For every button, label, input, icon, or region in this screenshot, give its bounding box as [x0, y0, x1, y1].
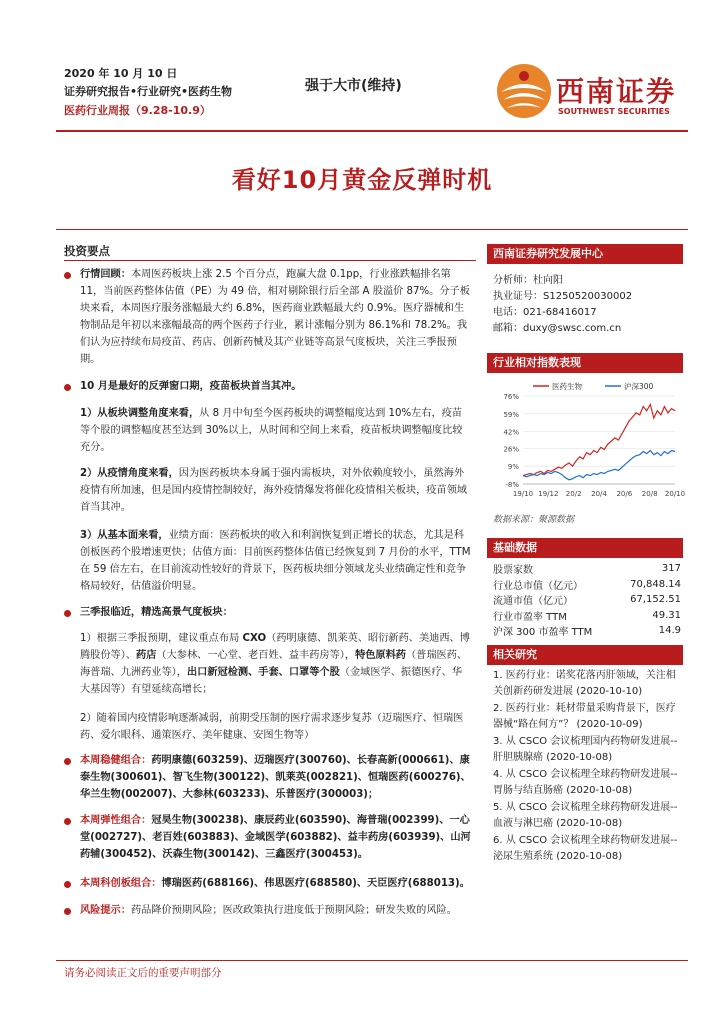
x-tick-label: 20/6: [616, 490, 633, 498]
basic-data-value: 14.9: [658, 625, 681, 637]
x-tick-label: 20/10: [664, 490, 686, 498]
report-date: 2020 年 10 月 10 日: [64, 67, 178, 80]
analyst-info: 分析师：杜向阳 执业证号：S1250520030002 电话：021-68416017 邮箱：duxy@swsc.com.cn: [493, 275, 633, 334]
weekly-label: 医药行业周报（9.28-10.9）: [64, 104, 211, 117]
logo-text-cn: 西南证券: [556, 75, 677, 108]
point-adjustment: 1）从板块调整角度来看，从 8 月中旬至今医药板块的调整幅度达到 10%左右，疫苗等个股的调整幅度甚至达到 30%以上，从时间和空间上来看，疫苗板块调整幅度比较充分。: [80, 408, 463, 453]
basic-data-value: 67,152.51: [630, 594, 681, 606]
legend-label: 医药生物: [552, 382, 582, 391]
bullet-icon: [64, 908, 71, 915]
basic-data-value: 70,848.14: [630, 578, 681, 590]
x-tick-label: 19/12: [538, 490, 559, 498]
x-tick-label: 19/10: [512, 490, 534, 498]
related-research-item[interactable]: 5. 从 CSCO 会议梳理全球药物研发进展--血液与淋巴癌 (2020-10-08): [493, 802, 678, 829]
x-tick-label: 20/2: [565, 490, 582, 498]
legend-label: 沪深300: [624, 382, 654, 391]
logo-emblem-icon: [495, 62, 553, 120]
basic-data-row: [493, 623, 681, 639]
footer-disclaimer: 请务必阅读正文后的重要声明部分: [64, 967, 222, 979]
october-window-heading: 10 月是最好的反弹窗口期，疫苗板块首当其冲。: [80, 381, 302, 392]
q3-point-1: 1）根据三季报预期，建议重点布局 CXO（药明康德、凯莱英、昭衍新药、美迪西、博腾股份等）、药店（大参林、一心堂、老百姓、益丰药房等），特色原料药（普瑞医药、海普瑞、九洲药业等），出口新冠检测、手套、口罩等个股（金域医学、振德医疗、华大基因等）有望延续高增长；: [80, 633, 470, 695]
y-tick-label: 26%: [503, 445, 519, 454]
stable-portfolio: 本周稳健组合：药明康德(603259)、迈瑞医疗(300760)、长春高新(000661)、康泰生物(300601)、智飞生物(300122)、凯莱英(002821)、恒瑞医药(600276)、华兰生物(002007)、大参林(603233)、乐普医疗(300003)；: [80, 755, 471, 800]
logo-text-en: SOUTHWEST SECURITIES: [558, 107, 670, 116]
basic-data-label: 沪深 300 市盈率 TTM: [493, 627, 593, 639]
basic-data-label: 股票家数: [493, 565, 533, 577]
related-research-header: 相关研究: [487, 645, 683, 665]
bullet-icon: [64, 272, 71, 279]
y-tick-label: 9%: [507, 463, 519, 472]
x-tick-label: 20/4: [591, 490, 607, 498]
basic-data-table: [493, 561, 681, 639]
related-research-list: [493, 668, 683, 866]
q3-heading: 三季报临近，精选高景气度板块：: [80, 607, 233, 618]
chart-source: 数据来源：聚源数据: [493, 515, 575, 525]
bullet-icon: [64, 384, 71, 391]
basic-data-row: [493, 561, 681, 577]
flex-portfolio: 本周弹性组合：冠昊生物(300238)、康辰药业(603590)、海普瑞(002399)、一心堂(002727)、老百姓(603883)、金域医学(603882)、益丰药房(603939)、山河药辅(300452)、沃森生物(300142)、三鑫医疗(300453)。: [80, 815, 471, 860]
series-line-1: [523, 451, 675, 480]
basic-data-label: 流通市值（亿元）: [493, 596, 573, 608]
title-rule: [56, 229, 688, 230]
market-review: 行情回顾：本周医药板块上涨 2.5 个百分点，跑赢大盘 0.1pp，行业涨跌幅排名第 11，当前医药整体估值（PE）为 49 倍，相对剔除银行后全部 A 股溢价 87%。分子板块来看，本周医疗服务涨幅最大约 6.8%，医药商业跌幅最大约 0.9%。医疗器械和生物制品是年初以来涨幅最高的两个医药子行业，累计涨幅分别为 86.1%和 78.2%。我们认为应持续布局疫苗、药店、创新药械及其产业链等高景气度板块，关注三季报预期。: [80, 269, 470, 365]
basic-data-row: [493, 592, 681, 608]
y-tick-label: -8%: [505, 481, 519, 489]
research-center-header: 西南证券研究发展中心: [487, 244, 683, 264]
point-fundamentals: 3）从基本面来看，业绩方面：医药板块的收入和利润恢复到正增长的状态，尤其是科创板医药个股增速更快；估值方面：目前医药整体估值已经恢复到 7 月份的水平，TTM 在 59 倍左右，在目前流动性较好的背景下，医药板块细分领域龙头业绩确定性和竞争格局较好，估值溢价明显。: [80, 530, 471, 592]
header-rule: [56, 130, 688, 132]
q3-point-2: 2）随着国内疫情影响逐渐减弱，前期受压制的医疗需求逐步复苏（迈瑞医疗、恒瑞医药、爱尔眼科、通策医疗、美年健康、安图生物等）: [80, 713, 464, 741]
bullet-icon: [64, 881, 71, 888]
related-research-item[interactable]: 3. 从 CSCO 会议梳理国内药物研发进展--肝胆胰腺癌 (2020-10-08): [493, 736, 678, 763]
basic-data-value: 49.31: [652, 609, 681, 621]
x-tick-label: 20/8: [641, 490, 658, 498]
basic-data-row: [493, 608, 681, 624]
basic-data-header: 基础数据: [487, 538, 683, 558]
related-research-item[interactable]: 2. 医药行业：耗材带量采购背景下，医疗器械“路在何方”？ (2020-10-09): [493, 703, 676, 730]
star-portfolio: 本周科创板组合：博瑞医药(688166)、伟思医疗(688580)、天臣医疗(688013)。: [80, 878, 470, 889]
page-title: 看好10月黄金反弹时机: [231, 166, 493, 194]
related-research-item[interactable]: 4. 从 CSCO 会议梳理全球药物研发进展--胃肠与结直肠癌 (2020-10-08): [493, 769, 678, 796]
y-tick-label: 76%: [503, 393, 519, 401]
related-research-item[interactable]: 6. 从 CSCO 会议梳理全球药物研发进展--泌尿生殖系统 (2020-10-08): [493, 835, 678, 862]
key-points-heading: 投资要点: [64, 244, 110, 258]
relative-index-header: 行业相对指数表现: [487, 353, 683, 373]
y-tick-label: 42%: [503, 428, 519, 437]
bullet-icon: [64, 818, 71, 825]
series-line-0: [523, 404, 675, 475]
report-type: 证券研究报告•行业研究•医药生物: [64, 85, 233, 98]
basic-data-label: 行业总市值（亿元）: [493, 580, 583, 592]
bullet-icon: [64, 610, 71, 617]
risk-warning: 风险提示：药品降价预期风险；医改政策执行进度低于预期风险；研发失败的风险。: [80, 905, 457, 916]
key-points-rule: [64, 260, 476, 261]
point-epidemic: 2）从疫情角度来看，因为医药板块本身属于强内需板块，对外依赖度较小，虽然海外疫情有所加速，但是国内疫情控制较好，海外疫情爆发将催化疫情相关板块，疫苗领域首当其冲。: [80, 468, 468, 513]
footer-rule: [56, 960, 688, 961]
rating: 强于大市(维持): [305, 78, 402, 94]
y-tick-label: 59%: [503, 410, 519, 419]
relative-index-chart: [487, 376, 686, 506]
basic-data-label: 行业市盈率 TTM: [493, 611, 567, 623]
bullet-icon: [64, 758, 71, 765]
basic-data-row: [493, 577, 681, 593]
basic-data-value: 317: [661, 563, 681, 575]
related-research-item[interactable]: 1. 医药行业：诺奖花落丙肝领域，关注相关创新药研发进展 (2020-10-10): [493, 670, 676, 697]
